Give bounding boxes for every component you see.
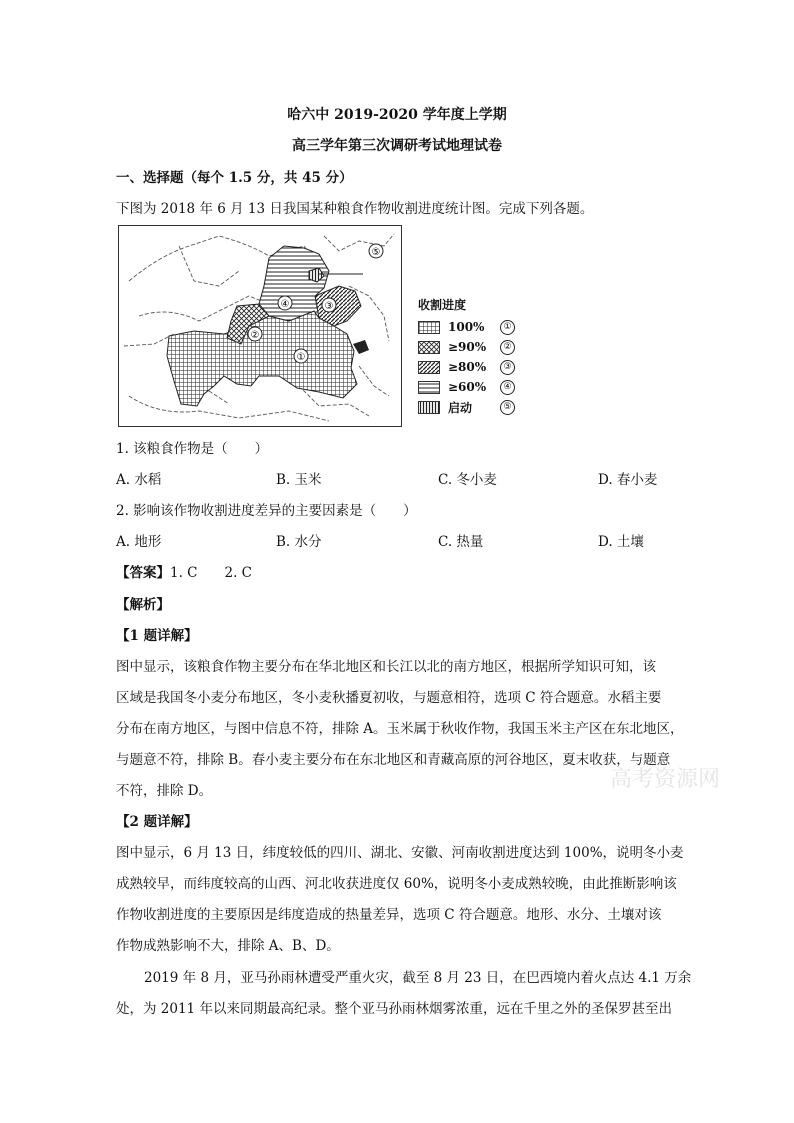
legend-row bbox=[418, 317, 515, 337]
q2-option-d: D. 土壤 bbox=[598, 534, 644, 550]
legend-swatch-grid bbox=[418, 321, 440, 334]
analysis-label: 【解析】 bbox=[116, 597, 170, 613]
q1-option-c: C. 冬小麦 bbox=[438, 472, 497, 488]
q2-option-b: B. 水分 bbox=[276, 534, 322, 550]
legend-num: ① bbox=[500, 320, 515, 335]
detail2-label: 【2 题详解】 bbox=[116, 814, 198, 830]
legend-swatch-vert bbox=[418, 401, 440, 414]
map-legend bbox=[418, 296, 515, 417]
legend-swatch-diag bbox=[418, 361, 440, 374]
detail2-line: 图中显示，6 月 13 日，纬度较低的四川、湖北、安徽、河南收割进度达到 100%，说明冬小麦 bbox=[116, 845, 684, 861]
detail1-line: 区域是我国冬小麦分布地区，冬小麦秋播夏初收，与题意相符，选项 C 符合题意。水稻主要 bbox=[116, 690, 662, 706]
q1-option-a: A. 水稻 bbox=[116, 472, 162, 488]
q2-option-c: C. 热量 bbox=[438, 534, 484, 550]
section-heading: 一、选择题（每个 1.5 分，共 45 分） bbox=[116, 170, 353, 186]
legend-swatch-horiz bbox=[418, 381, 440, 394]
answer-text: 1. C 2. C bbox=[170, 565, 253, 581]
detail2-line: 作物成熟影响不大，排除 A、B、D。 bbox=[116, 938, 340, 954]
paper-title: 哈六中 2019-2020 学年度上学期 bbox=[287, 107, 507, 123]
answer-label: 【答案】 bbox=[116, 565, 170, 581]
legend-row bbox=[418, 357, 515, 377]
detail1-line: 分布在南方地区，与图中信息不符，排除 A。玉米属于秋收作物，我国玉米主产区在东北地区， bbox=[116, 721, 684, 737]
detail2-line: 作物收割进度的主要原因是纬度造成的热量差异，选项 C 符合题意。地形、水分、土壤对该 bbox=[116, 907, 662, 923]
paper-subtitle: 高三学年第三次调研考试地理试卷 bbox=[292, 138, 502, 154]
detail1-line: 与题意不符，排除 B。春小麦主要分布在东北地区和青藏高原的河谷地区，夏末收获，与题意 bbox=[116, 752, 671, 768]
q1-option-b: B. 玉米 bbox=[276, 472, 322, 488]
legend-row bbox=[418, 377, 515, 397]
answer-line bbox=[116, 561, 252, 581]
legend-label: 启动 bbox=[448, 400, 473, 415]
q1-option-d: D. 春小麦 bbox=[598, 472, 658, 488]
coast-patch bbox=[353, 340, 369, 354]
legend-num: ③ bbox=[500, 360, 515, 375]
legend-row bbox=[418, 397, 515, 417]
q2-stem: 2. 影响该作物收割进度差异的主要因素是（ ） bbox=[116, 503, 417, 519]
para3-line: 处，为 2011 年以来同期最高纪录。整个亚马孙雨林烟雾浓重，远在千里之外的圣保罗甚至出 bbox=[116, 1001, 672, 1017]
detail2-line: 成熟较早，而纬度较高的山西、河北收获进度仅 60%，说明冬小麦成熟较晚，由此推断影响该 bbox=[116, 876, 677, 892]
watermark: 高考资源网 bbox=[610, 767, 721, 792]
legend-title: 收割进度 bbox=[418, 298, 467, 312]
region-100 bbox=[167, 311, 357, 406]
region-label-2: ② bbox=[250, 330, 260, 341]
detail1-label: 【1 题详解】 bbox=[116, 628, 198, 644]
detail1-line: 不符，排除 D。 bbox=[116, 783, 213, 799]
harvest-map bbox=[118, 225, 402, 427]
map-svg bbox=[119, 226, 401, 426]
region-label-1: ① bbox=[296, 352, 306, 363]
legend-label: ≥80% bbox=[448, 360, 487, 374]
legend-label: 100% bbox=[448, 320, 485, 334]
legend-label: ≥60% bbox=[448, 380, 487, 394]
detail1-line: 图中显示，该粮食作物主要分布在华北地区和长江以北的南方地区，根据所学知识可知，该 bbox=[116, 659, 656, 675]
region-label-4: ④ bbox=[280, 299, 290, 310]
legend-label: ≥90% bbox=[448, 340, 487, 354]
legend-num: ⑤ bbox=[500, 400, 515, 415]
legend-num: ② bbox=[500, 340, 515, 355]
legend-row bbox=[418, 337, 515, 357]
para3-line: 2019 年 8 月，亚马孙雨林遭受严重火灾，截至 8 月 23 日，在巴西境内着火点达 4.1 万余 bbox=[144, 970, 692, 986]
legend-num: ④ bbox=[500, 380, 515, 395]
intro-text: 下图为 2018 年 6 月 13 日我国某种粮食作物收割进度统计图。完成下列各题。 bbox=[116, 201, 594, 217]
q1-stem: 1. 该粮食作物是（ ） bbox=[116, 441, 269, 457]
q2-option-a: A. 地形 bbox=[116, 534, 162, 550]
legend-swatch-cross bbox=[418, 341, 440, 354]
region-label-3: ③ bbox=[324, 301, 334, 312]
region-label-5: ⑤ bbox=[371, 247, 381, 258]
